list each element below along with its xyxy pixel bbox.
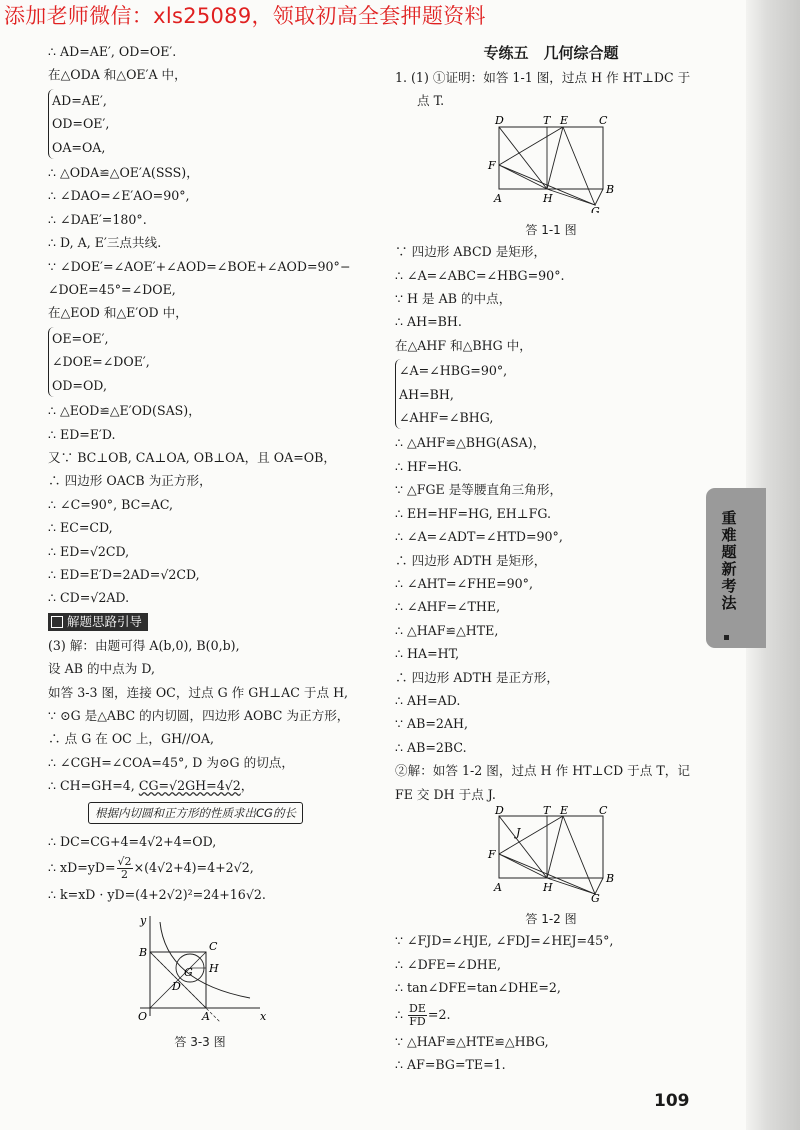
text-line: 点 T.: [417, 93, 445, 109]
line-dh: [499, 127, 547, 189]
figure-caption: 答 3-3 图: [174, 1035, 226, 1050]
brace-line: OA=OA,: [52, 139, 106, 155]
line-fh: [499, 854, 547, 878]
line-fh: [499, 165, 547, 189]
text-line: ∴ ∠CGH=∠COA=45°, D 为⊙G 的切点，: [48, 754, 294, 770]
label-t: T: [543, 113, 551, 127]
promo-banner: 添加老师微信：xls25089，领取初高全套押题资料: [4, 4, 486, 28]
label-d: D: [172, 980, 181, 994]
text-line: ∵ △FGE 是等腰直角三角形，: [395, 482, 563, 498]
text-line: 在△AHF 和△BHG 中，: [395, 337, 532, 353]
label-f: F: [488, 158, 496, 172]
text-line: ∴ EC=CD,: [48, 520, 113, 536]
label-a: A: [494, 880, 502, 894]
brace-system: [48, 327, 358, 397]
text-line: 在△ODA 和△OE′A 中，: [48, 67, 187, 83]
label-b: B: [606, 182, 615, 196]
text-line: ∵ △HAF≌△HTE≌△HBG,: [395, 1033, 549, 1049]
text-line: ∵ ⊙G 是△ABC 的内切圆，四边形 AOBC 为正方形，: [48, 707, 350, 723]
text-line: ∵ ∠FJD=∠HJE, ∠FDJ=∠HEJ=45°,: [395, 933, 614, 949]
text-line: ∴ AH=AD.: [395, 692, 461, 708]
text-line: ∴ ∠AHF=∠THE,: [395, 599, 501, 615]
text-line: ∴ ∠C=90°, BC=AC,: [48, 496, 174, 512]
text-line: [48, 774, 358, 797]
text-line: ∴ △ODA≌△OE′A(SSS)，: [48, 165, 199, 181]
brace-line: AH=BH,: [399, 386, 454, 402]
figure-caption: 答 1-2 图: [525, 912, 577, 927]
fraction-denominator: FD: [409, 1014, 426, 1028]
figure-3-3: [110, 912, 270, 1032]
text-line: ∴ ∠DAO=∠E′AO=90°,: [48, 188, 190, 204]
label-e: E: [560, 113, 569, 127]
rect-abcd: [499, 816, 603, 878]
text-line: [395, 1000, 707, 1030]
brace-line: ∠DOE=∠DOE′,: [52, 354, 150, 370]
text-line: 在△EOD 和△E′OD 中，: [48, 305, 188, 321]
brace-line: OE=OE′,: [52, 330, 109, 346]
hint-label: [48, 613, 148, 631]
text-line: ∴ HA=HT,: [395, 646, 460, 662]
label-g: G: [591, 891, 600, 902]
text-line: ∴ ∠A=∠ABC=∠HBG=90°.: [395, 267, 565, 283]
brace-line: ∠AHF=∠BHG,: [399, 410, 494, 426]
right-column: [395, 40, 707, 1076]
frac-prefix: ∴: [395, 1006, 408, 1022]
fraction-denominator: 2: [121, 868, 129, 881]
text-line: ∴ AB=2BC.: [395, 739, 467, 755]
ch-start: ∴ CH=GH=4,: [48, 778, 139, 794]
xd-start: ∴ xD=yD=: [48, 860, 116, 875]
text-line: ∴ EH=HF=HG, EH⊥FG.: [395, 505, 551, 521]
label-h: H: [543, 191, 553, 205]
page-number: 109: [654, 1091, 690, 1111]
label-h: H: [543, 880, 553, 894]
label-b: B: [606, 871, 615, 885]
text-line: ∴ ∠DFE=∠DHE,: [395, 956, 501, 972]
text-line: ∴ ∠DAE′=180°.: [48, 211, 147, 227]
text-line: ∴ AH=BH.: [395, 314, 462, 330]
label-e: E: [560, 805, 569, 817]
frac-suffix: =2.: [427, 1006, 451, 1022]
fraction: [408, 1003, 427, 1028]
fraction-numerator: √2: [117, 855, 132, 868]
text-line: ∴ △EOD≌△E′OD(SAS)，: [48, 403, 201, 419]
text-line: ∴ HF=HG.: [395, 458, 462, 474]
ch-end: ，: [240, 778, 254, 794]
text-line: 设 AB 的中点为 D,: [48, 661, 155, 677]
side-tab-label: 重难题新考法: [721, 509, 737, 612]
text-line: ∴ △AHF≌△BHG(ASA)，: [395, 435, 546, 451]
label-f: F: [488, 847, 496, 861]
label-c: C: [599, 113, 608, 127]
line-bg: [595, 189, 603, 205]
tab-marker-icon: [724, 635, 729, 640]
text-line: ∴ DC=CG+4=4√2+4=OD,: [48, 833, 217, 849]
line-eh: [547, 127, 563, 189]
text-line: FE 交 DH 于点 J.: [395, 786, 496, 802]
label-t: T: [543, 805, 551, 817]
text-line: ∴ AF=BG=TE=1.: [395, 1057, 506, 1072]
pencil-note-icon: [51, 616, 63, 628]
text-line: ∵ H 是 AB 的中点，: [395, 291, 512, 307]
text-line: ∠DOE=45°=∠DOE,: [48, 282, 176, 298]
fraction-numerator: DE: [409, 1001, 426, 1015]
text-line: ∴ ED=E′D.: [48, 426, 116, 442]
text-line: [48, 853, 358, 883]
text-line: 又∵ BC⊥OB, CA⊥OA, OB⊥OA，且 OA=OB，: [48, 449, 336, 465]
brace-line: OD=OE′,: [52, 116, 110, 132]
wavy-highlight: CG=√2GH=4√2: [138, 778, 241, 794]
text-line: ∴ ED=√2CD,: [48, 543, 130, 559]
label-a: A: [202, 1010, 210, 1024]
label-b: B: [139, 946, 148, 960]
label-a: A: [494, 191, 502, 205]
text-line: 1. (1) ①证明：如答 1-1 图，过点 H 作 HT⊥DC 于: [395, 70, 691, 85]
text-line: ∴ tan∠DFE=tan∠DHE=2,: [395, 980, 561, 996]
text-line: ∴ ED=E′D=2AD=√2CD,: [48, 566, 200, 582]
text-line: ∴ 四边形 OACB 为正方形，: [48, 473, 212, 489]
figure-caption: 答 1-1 图: [525, 223, 577, 238]
label-g: G: [591, 204, 600, 213]
brace-line: ∠A=∠HBG=90°,: [399, 363, 508, 379]
label-h: H: [209, 962, 219, 976]
label-y: y: [140, 914, 147, 928]
left-column: [48, 40, 358, 1052]
brace-system: [48, 89, 358, 159]
text-line: ∴ 点 G 在 OC 上，GH//OA,: [48, 731, 214, 747]
label-c: C: [599, 805, 608, 817]
brace-system: [395, 359, 707, 429]
label-j: J: [516, 825, 521, 839]
text-line: ∵ AB=2AH,: [395, 716, 469, 732]
brace-line: OD=OD,: [52, 377, 107, 393]
text-line: ∴ △HAF≌△HTE,: [395, 622, 499, 638]
text-line: ∴ CD=√2AD.: [48, 590, 130, 606]
fraction: [117, 856, 133, 881]
text-line: ∴ 四边形 ADTH 是矩形，: [395, 552, 547, 568]
text-line: ∵ 四边形 ABCD 是矩形，: [395, 244, 547, 260]
text-line: (3) 解：由题可得 A(b,0), B(0,b),: [48, 637, 240, 653]
line-dh: [499, 816, 547, 878]
label-o: O: [138, 1010, 148, 1024]
text-line: ∵ ∠DOE′=∠AOE′+∠AOD=∠BOE+∠AOD=90°−: [48, 258, 351, 274]
text-line: ∴ ∠A=∠ADT=∠HTD=90°,: [395, 529, 563, 545]
text-line: 如答 3-3 图，连接 OC，过点 G 作 GH⊥AC 于点 H,: [48, 684, 349, 700]
label-g: G: [184, 966, 193, 980]
label-c: C: [209, 940, 218, 954]
annotation-callout: 根据内切圆和正方形的性质求出CG的长: [88, 802, 303, 824]
line-hg: [547, 878, 595, 894]
label-x: x: [260, 1010, 267, 1024]
label-d: D: [495, 805, 504, 817]
text-line: ∴ 四边形 ADTH 是正方形，: [395, 669, 559, 685]
rect-abcd: [499, 127, 603, 189]
line-hg: [547, 189, 595, 205]
text-line: ∴ k=xD · yD=(4+2√2)²=24+16√2.: [48, 887, 266, 902]
text-line: ∴ D, A, E′三点共线.: [48, 235, 162, 251]
line-eh: [547, 816, 563, 878]
text-line: ∴ AD=AE′, OD=OE′.: [48, 44, 177, 59]
xd-end: ×(4√2+4)=4+2√2,: [133, 860, 254, 875]
hint-label-text: 解题思路引导: [67, 613, 143, 629]
side-tab: [706, 488, 766, 648]
text-line: ②解：如答 1-2 图，过点 H 作 HT⊥CD 于点 T，记: [395, 763, 690, 779]
label-d: D: [495, 113, 504, 127]
section-title: 专练五 几何综合题: [483, 44, 619, 62]
figure-1-1: [395, 113, 707, 213]
figure-1-2: [395, 806, 707, 902]
text-line: ∴ ∠AHT=∠FHE=90°,: [395, 575, 533, 591]
brace-line: AD=AE′,: [52, 92, 107, 108]
